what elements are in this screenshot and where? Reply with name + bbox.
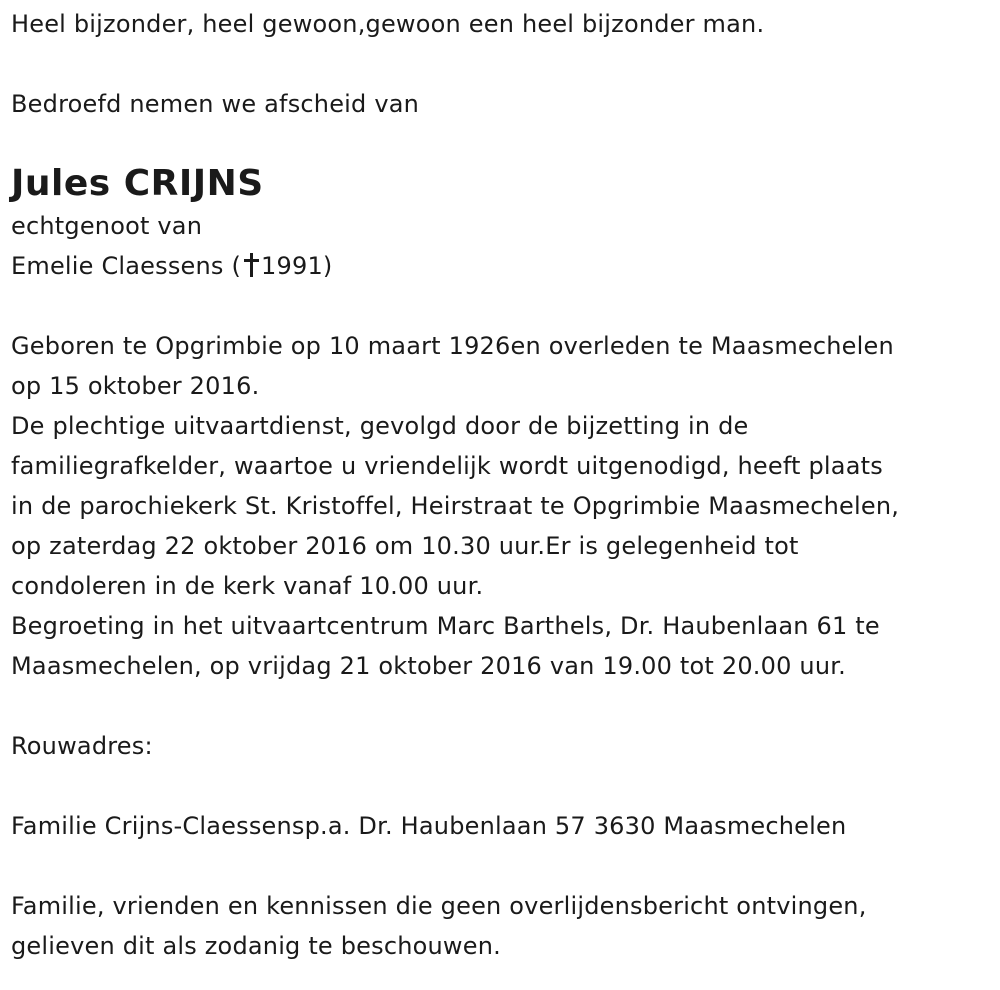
body-line: in de parochiekerk St. Kristoffel, Heirstraat te Opgrimbie Maasmechelen, [11, 492, 900, 520]
spacer [11, 124, 991, 158]
obituary-document [11, 4, 991, 966]
spacer [11, 286, 991, 326]
deceased-name: Jules CRIJNS [11, 163, 264, 204]
closing-line: Familie, vrienden en kennissen die geen overlijdensbericht ontvingen, [11, 892, 867, 920]
body-line: condoleren in de kerk vanaf 10.00 uur. [11, 572, 484, 600]
cross-icon [244, 253, 258, 277]
spouse-line [11, 246, 991, 286]
body-line: Maasmechelen, op vrijdag 21 oktober 2016 van 19.00 tot 20.00 uur. [11, 652, 846, 680]
relation-text: echtgenoot van [11, 212, 203, 240]
spouse-death-year: 1991) [261, 252, 333, 280]
address-text: Familie Crijns-Claessensp.a. Dr. Haubenlaan 57 3630 Maasmechelen [11, 812, 847, 840]
body-line: op zaterdag 22 oktober 2016 om 10.30 uur.Er is gelegenheid tot [11, 532, 799, 560]
body-line: Geboren te Opgrimbie op 10 maart 1926en overleden te Maasmechelen [11, 332, 894, 360]
closing-line: gelieven dit als zodanig te beschouwen. [11, 932, 501, 960]
body-line: Begroeting in het uitvaartcentrum Marc Barthels, Dr. Haubenlaan 61 te [11, 612, 880, 640]
body-line: op 15 oktober 2016. [11, 372, 260, 400]
intro-text: Heel bijzonder, heel gewoon,gewoon een heel bijzonder man. [11, 10, 765, 38]
spouse-name: Emelie Claessens ( [11, 252, 242, 280]
spacer [11, 44, 991, 84]
body-line: familiegrafkelder, waartoe u vriendelijk wordt uitgenodigd, heeft plaats [11, 452, 883, 480]
body-line: De plechtige uitvaartdienst, gevolgd door de bijzetting in de [11, 412, 749, 440]
address-label: Rouwadres: [11, 732, 153, 760]
spacer [11, 766, 991, 806]
spacer [11, 846, 991, 886]
spacer [11, 686, 991, 726]
farewell-text: Bedroefd nemen we afscheid van [11, 90, 420, 118]
